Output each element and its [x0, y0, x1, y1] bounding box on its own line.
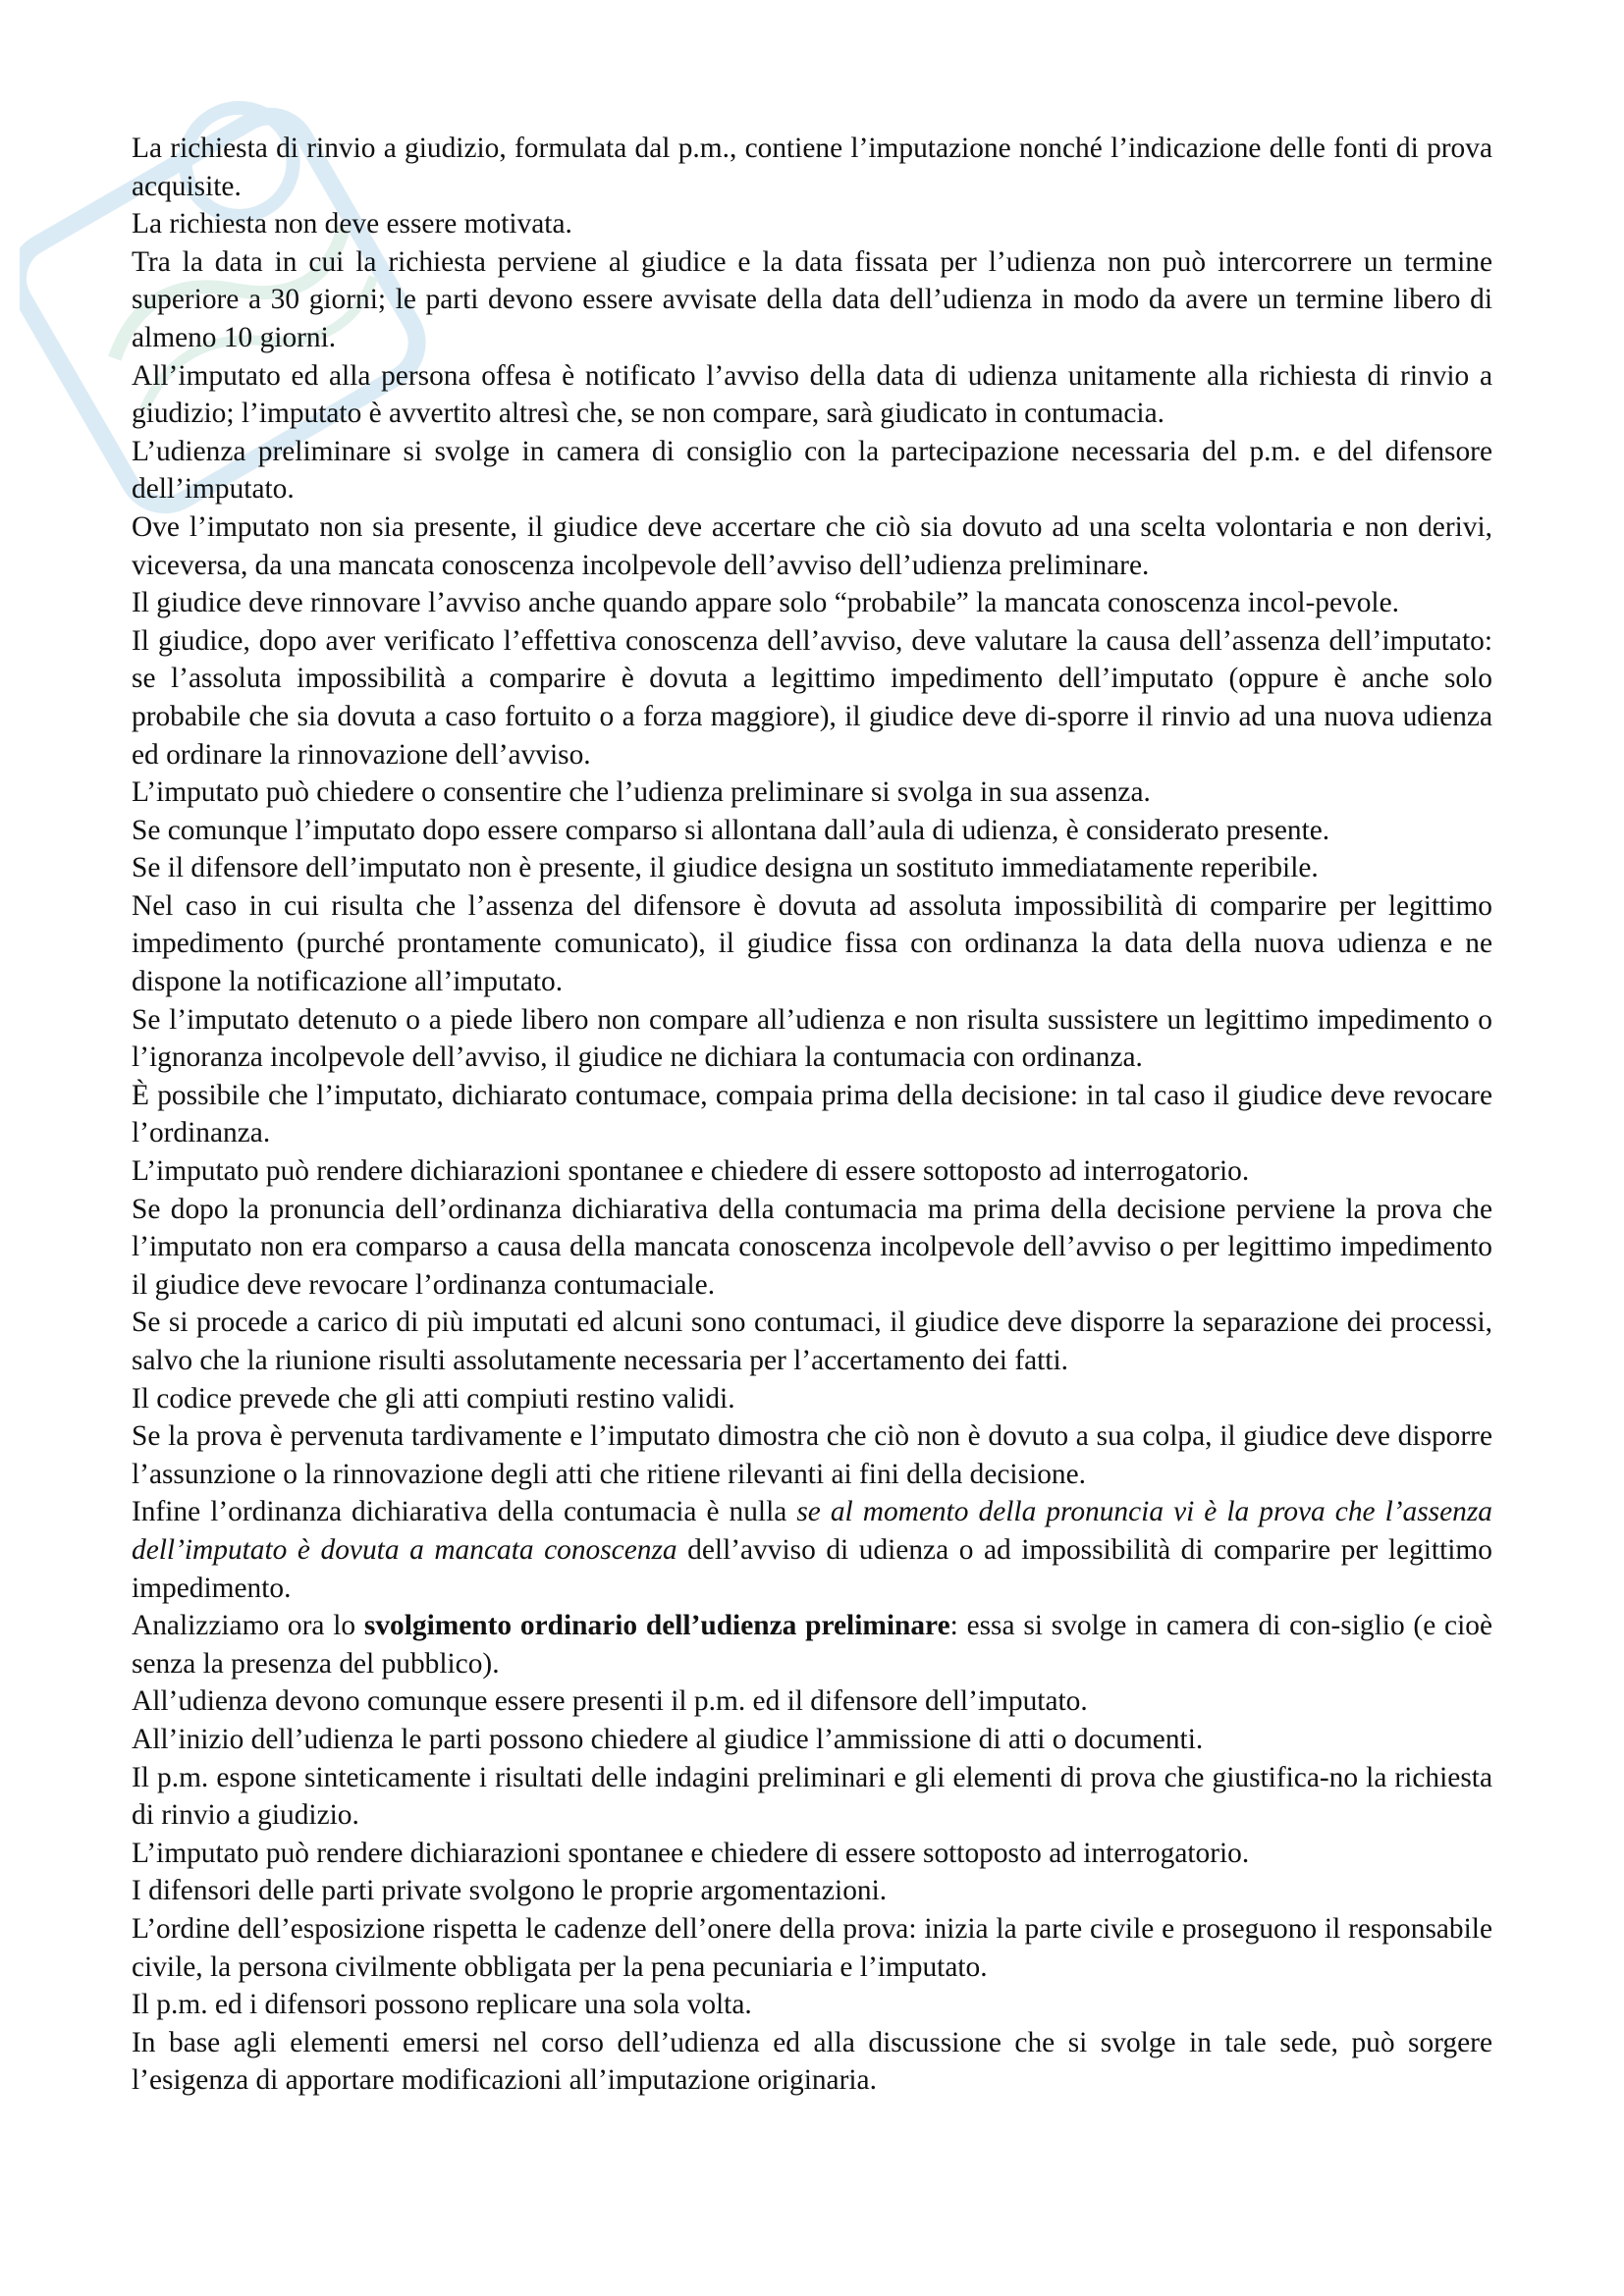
text-run: L’imputato può rendere dichiarazioni spontanee e chiedere di essere sottoposto ad interrogatorio. [132, 1837, 1250, 1869]
text-run: Il giudice deve rinnovare l’avviso anche quando appare solo “probabile” la mancata conoscenza incol-pevole. [132, 587, 1399, 619]
paragraph [132, 1835, 1492, 1873]
text-run: Il p.m. espone sinteticamente i risultati delle indagini preliminari e gli elementi di prova che giustifica-no la richiesta di rinvio a giudizio. [132, 1761, 1492, 1832]
paragraph [132, 2024, 1492, 2100]
text-run: Infine l’ordinanza dichiarativa della contumacia è nulla [132, 1496, 797, 1528]
paragraph [132, 887, 1492, 1001]
text-run: I difensori delle parti private svolgono le proprie argomentazioni. [132, 1875, 888, 1907]
paragraph [132, 1607, 1492, 1682]
paragraph [132, 243, 1492, 357]
bold-text: svolgimento ordinario dell’udienza preliminare [363, 1610, 950, 1642]
document-body [132, 130, 1492, 2100]
paragraph [132, 622, 1492, 774]
text-run: L’ordine dell’esposizione rispetta le cadenze dell’onere della prova: inizia la parte civile e proseguono il responsabile civile, la persona civilmente obbligata per la pena pecuniaria e l’imputato. [132, 1912, 1492, 1983]
text-run: Analizziamo ora lo [132, 1610, 364, 1642]
text-run: La richiesta di rinvio a giudizio, formulata dal p.m., contiene l’imputazione nonché l’indicazione delle fonti di prova acquisite. [132, 133, 1492, 202]
paragraph [132, 433, 1492, 508]
text-run: Tra la data in cui la richiesta perviene al giudice e la data fissata per l’udienza non può intercorrere un termine superiore a 30 giorni; le parti devono essere avvisate della data dell’udienza in modo da avere un termine libero di almeno 10 giorni. [132, 245, 1492, 353]
text-run: Se dopo la pronuncia dell’ordinanza dichiarativa della contumacia ma prima della decisione perviene la prova che l’imputato non era comparso a causa della mancata conoscenza incolpevole dell’avviso o per legittimo impedimento il giudice deve revocare l’ordinanza contumaciale. [132, 1193, 1492, 1301]
text-run: È possibile che l’imputato, dichiarato contumace, compaia prima della decisione: in tal caso il giudice deve revocare l’ordinanza. [132, 1079, 1492, 1149]
italic-text: se al momento della pronuncia vi è la prova che l’assenza dell’imputato è dovuta a mancata conoscenza [132, 1496, 1492, 1566]
paragraph [132, 1682, 1492, 1721]
paragraph [132, 1721, 1492, 1759]
paragraph [132, 1001, 1492, 1077]
text-run: Se comunque l’imputato dopo essere comparso si allontana dall’aula di udienza, è considerato presente. [132, 814, 1330, 846]
text-run: All’udienza devono comunque essere presenti il p.m. ed il difensore dell’imputato. [132, 1685, 1088, 1718]
paragraph [132, 1077, 1492, 1152]
text-run: Il giudice, dopo aver verificato l’effettiva conoscenza dell’avviso, deve valutare la causa dell’assenza dell’imputato: se l’assoluta impossibilità a comparire è dovuta a legittimo impedimento dell’imputato (oppure è anche solo probabile che sia dovuta a caso fortuito o a forza maggiore), il giudice deve di-sporre il rinvio ad una nuova udienza ed ordinare la rinnovazione dell’avviso. [132, 624, 1492, 771]
text-run: L’imputato può rendere dichiarazioni spontanee e chiedere di essere sottoposto ad interrogatorio. [132, 1155, 1250, 1188]
paragraph [132, 1380, 1492, 1418]
paragraph [132, 849, 1492, 887]
text-run: All’imputato ed alla persona offesa è notificato l’avviso della data di udienza unitamente alla richiesta di rinvio a giudizio; l’imputato è avvertito altresì che, se non compare, sarà giudicato in contumacia. [132, 359, 1492, 430]
text-run: : essa si svolge in camera di con-siglio (e cioè senza la presenza del pubblico). [132, 1610, 1492, 1680]
paragraph [132, 1759, 1492, 1835]
paragraph [132, 812, 1492, 850]
paragraph [132, 1417, 1492, 1493]
paragraph [132, 1986, 1492, 2024]
paragraph [132, 508, 1492, 584]
text-run: Nel caso in cui risulta che l’assenza del difensore è dovuta ad assoluta impossibilità di comparire per legittimo impedimento (purché prontamente comunicato), il giudice fissa con ordinanza la data della nuova udienza e ne dispone la notificazione all’imputato. [132, 889, 1492, 998]
text-run: L’udienza preliminare si svolge in camera di consiglio con la partecipazione necessaria del p.m. e del difensore dell’imputato. [132, 435, 1492, 506]
paragraph [132, 1191, 1492, 1305]
paragraph [132, 774, 1492, 812]
text-run: Se la prova è pervenuta tardivamente e l’imputato dimostra che ciò non è dovuto a sua colpa, il giudice deve disporre l’assunzione o la rinnovazione degli atti che ritiene rilevanti ai fini della decisione. [132, 1420, 1492, 1490]
text-run: All’inizio dell’udienza le parti possono chiedere al giudice l’ammissione di atti o documenti. [132, 1723, 1204, 1755]
text-run: La richiesta non deve essere motivata. [132, 208, 572, 240]
paragraph [132, 584, 1492, 622]
paragraph [132, 1872, 1492, 1910]
text-run: L’imputato può chiedere o consentire che l’udienza preliminare si svolga in sua assenza. [132, 776, 1151, 809]
text-run: Se si procede a carico di più imputati ed alcuni sono contumaci, il giudice deve disporre la separazione dei processi, salvo che la riunione risulti assolutamente necessaria per l’accertamento dei fatti. [132, 1307, 1492, 1376]
paragraph [132, 1910, 1492, 1986]
text-run: In base agli elementi emersi nel corso dell’udienza ed alla discussione che si svolge in tale sede, può sorgere l’esigenza di apportare modificazioni all’imputazione originaria. [132, 2026, 1492, 2097]
text-run: Se l’imputato detenuto o a piede libero non compare all’udienza e non risulta sussistere un legittimo impedimento o l’ignoranza incolpevole dell’avviso, il giudice ne dichiara la contumacia con ordinanza. [132, 1003, 1492, 1074]
paragraph [132, 130, 1492, 205]
paragraph [132, 1493, 1492, 1607]
paragraph [132, 1304, 1492, 1379]
text-run: Il p.m. ed i difensori possono replicare una sola volta. [132, 1989, 752, 2021]
paragraph [132, 205, 1492, 243]
paragraph [132, 1152, 1492, 1191]
text-run: dell’avviso di udienza o ad impossibilità di comparire per legittimo impedimento. [132, 1533, 1492, 1604]
text-run: Ove l’imputato non sia presente, il giudice deve accertare che ciò sia dovuto ad una scelta volontaria e non derivi, viceversa, da una mancata conoscenza incolpevole dell’avviso dell’udienza preliminare. [132, 510, 1492, 581]
paragraph [132, 357, 1492, 433]
text-run: Il codice prevede che gli atti compiuti restino validi. [132, 1382, 735, 1415]
text-run: Se il difensore dell’imputato non è presente, il giudice designa un sostituto immediatamente reperibile. [132, 852, 1319, 884]
